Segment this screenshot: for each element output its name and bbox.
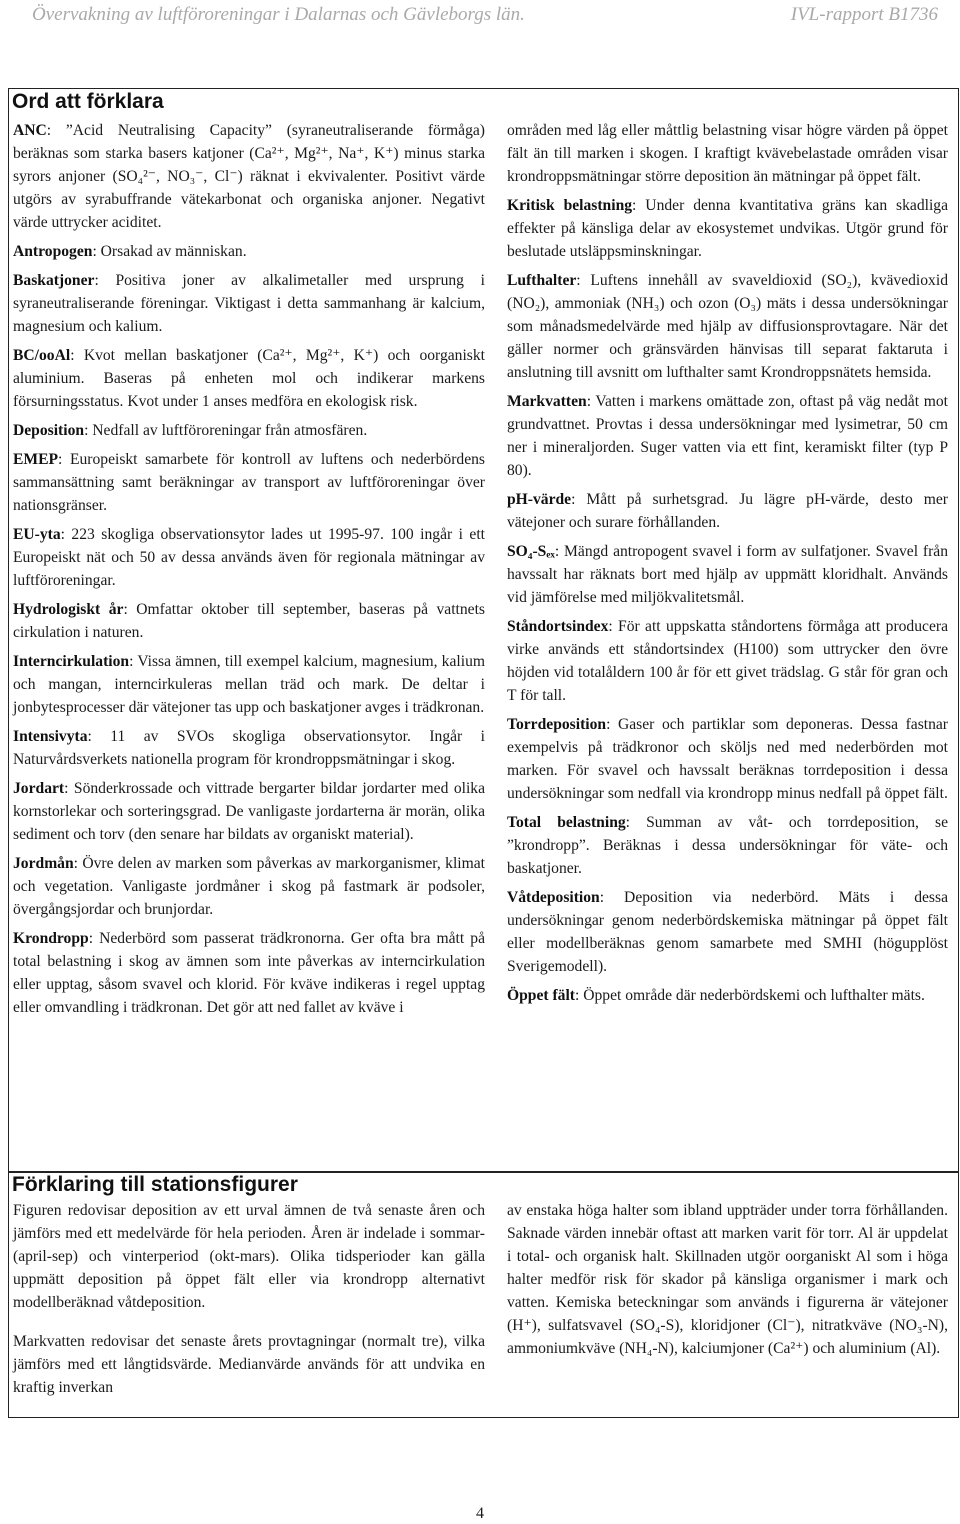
term: Hydrologiskt år	[13, 601, 124, 618]
glossary-right-entry	[507, 886, 948, 978]
term: Kritisk belastning	[507, 197, 633, 214]
definition: : Under denna kvantitativa gräns kan skadliga effekter på känsliga delar av ekosystemet undvikas. Utgör grund för beslutade utsläppsminskningar.	[507, 197, 949, 260]
definition: : Summan av våt- och torrdeposition, se ”krondropp”. Beräknas i dessa undersökningar för väte- och baskatjoner.	[507, 814, 948, 877]
page-number: 4	[476, 1505, 484, 1522]
definition: : Nedfall av luftföroreningar från atmosfären.	[84, 422, 368, 439]
term: Markvatten	[507, 393, 587, 410]
term: Jordart	[13, 780, 65, 797]
definition: : 11 av SVOs skogliga observationsytor. Ingår i Naturvårdsverkets nationella program för krondroppsmätningar i skog.	[13, 728, 485, 768]
glossary-title: Ord att förklara	[12, 90, 164, 113]
definition: : Mått på surhetsgrad. Ju lägre pH-värde, desto mer vätejoner och surare förhållanden.	[507, 491, 948, 531]
term: Baskatjoner	[13, 272, 95, 289]
glossary-left-entry	[13, 119, 485, 234]
term: Lufthalter	[507, 272, 577, 289]
glossary-left-entry	[13, 269, 485, 338]
header-report-id: IVL-rapport B1736	[790, 4, 938, 25]
definition: : Öppet område där nederbördskemi och lufthalter mäts.	[575, 987, 925, 1004]
glossary-right-entry	[507, 269, 948, 384]
glossary-left-entry	[13, 448, 485, 517]
glossary-left-entry	[13, 725, 485, 771]
glossary-right-entry	[507, 811, 948, 880]
definition: : Luftens innehåll av svaveldioxid (SO₂), kvävedioxid (NO₂), ammoniak (NH₃) och ozon (O₃) mäts i dessa undersökningar som månadsmedelvärde med hjälp av diffusionsprovtagare. När det gäller normer och gränsvärden hänvisas till separat faktaruta i anslutning till avsnitt om lufthalter samt Krondroppsnätets hemsida.	[507, 272, 948, 381]
definition: : Orsakad av människan.	[92, 243, 247, 260]
glossary-right-entry	[507, 540, 948, 609]
term: Antropogen	[13, 243, 93, 260]
glossary-left-entry	[13, 927, 485, 1019]
definition: : Positiva joner av alkalimetaller med ursprung i syraneutraliserande föreningar. Viktigast i detta sammanhang är kalcium, magnesium och kalium.	[13, 272, 485, 335]
term: BC/ooAl	[13, 347, 71, 364]
definition: : Mängd antropogent svavel i form av sulfatjoner. Svavel från havssalt har räknats bort med hjälp av uppmätt kloridhalt. Används vid jämförelse med miljökvalitetsmål.	[507, 543, 948, 606]
definition: : Sönderkrossade och vittrade bergarter bildar jordarter med olika kornstorlekar och sorteringsgrad. De vanligaste jordarterna är morän, olika sediment och torv (den senare har bildats av organiskt material).	[13, 780, 485, 843]
definition: : ”Acid Neutralising Capacity” (syraneutraliserande förmåga) beräknas som starka basers katjoner (Ca²⁺, Mg²⁺, Na⁺, K⁺) minus starka syrors anjoner (SO₄²⁻, NO₃⁻, Cl⁻) räknat i ekvivalenter. Positivt värde utgörs av syrabuffrande vätekarbonat och organiska anjoner. Negativt värde uttrycker aciditet.	[13, 122, 485, 231]
definition: : Deposition via nederbörd. Mäts i dessa undersökningar genom nederbördskemiska mätningar på öppet fält eller modellberäknas genom samarbete med SMHI (högupplöst Sverigemodell).	[507, 889, 948, 975]
term: EMEP	[13, 451, 59, 468]
glossary-left-entry	[13, 650, 485, 719]
term: Jordmån	[13, 855, 74, 872]
glossary-left-entry	[13, 240, 485, 263]
definition: : Övre delen av marken som påverkas av markorganismer, klimat och vegetation. Vanligaste jordmåner i skog på fastmark är podsoler, övergångsjordar och brunjordar.	[13, 855, 485, 918]
glossary-left-entry	[13, 419, 485, 442]
glossary-right-entry	[507, 390, 948, 482]
stations-paragraph: Markvatten redovisar det senaste årets provtagningar (normalt tre), vilka jämförs med ett långtidsvärde. Medianvärde används för att undvika en kraftig inverkan	[13, 1333, 485, 1396]
term: Torrdeposition	[507, 716, 607, 733]
glossary-left-entry	[13, 598, 485, 644]
term: Våtdeposition	[507, 889, 600, 906]
stations-right-column	[507, 1199, 948, 1366]
glossary-left-column	[13, 119, 485, 1025]
term: Total belastning	[507, 814, 626, 831]
definition: : Kvot mellan baskatjoner (Ca²⁺, Mg²⁺, K⁺) och oorganiskt aluminium. Baseras på enheten mol och indikerar markens försurningsstatus. Kvot under 1 anses medföra en ekologisk risk.	[13, 347, 485, 410]
glossary-right-entry	[507, 488, 948, 534]
glossary-right-entry	[507, 713, 948, 805]
definition: : 223 skogliga observationsytor lades ut 1995-97. 100 ingår i ett Europeiskt nät och 50 av dessa används även för regionala mätningar av luftföroreningar.	[13, 526, 485, 589]
header-title: Övervakning av luftföroreningar i Dalarnas och Gävleborgs län.	[32, 4, 525, 25]
term: Interncirkulation	[13, 653, 130, 670]
definition: : Vatten i markens omättade zon, oftast på väg nedåt mot grundvattnet. Provtas i dessa undersökningar med lysimetrar, 50 cm ner i mineraljorden. Suger vatten via ett fint, keramiskt filter (typ P 80).	[507, 393, 948, 479]
glossary-left-entry	[13, 523, 485, 592]
term: Krondropp	[13, 930, 89, 947]
term: SO₄-Sₑₓ	[507, 543, 555, 560]
term: pH-värde	[507, 491, 572, 508]
definition: : Gaser och partiklar som deponeras. Dessa fastnar exempelvis på trädkronor och sköljs ned med nederbörden mot marken. För svavel och havssalt beräknas torrdeposition i dessa undersökningar som nedfall via krondropp minus nedfall på öppet fält.	[507, 716, 948, 802]
term: Öppet fält	[507, 987, 576, 1004]
glossary-right-column	[507, 119, 948, 1013]
glossary-right-entry	[507, 984, 948, 1007]
glossary-left-entry	[13, 777, 485, 846]
term: ANC	[13, 122, 47, 139]
term: Ståndortsindex	[507, 618, 609, 635]
term: EU-yta	[13, 526, 61, 543]
definition: : Omfattar oktober till september, baseras på vattnets cirkulation i naturen.	[13, 601, 485, 641]
glossary-right-entry	[507, 194, 948, 263]
definition: : För att uppskatta ståndortens förmåga att producera virke används ett ståndortsindex (H100) som uttrycker den övre höjden vid totalåldern 100 år för ett givet trädslag. G står för gran och T för tall.	[507, 618, 948, 704]
glossary-left-entry	[13, 852, 485, 921]
glossary-right-entry	[507, 615, 948, 707]
stations-title: Förklaring till stationsfigurer	[12, 1173, 298, 1196]
stations-left-column	[13, 1199, 485, 1405]
glossary-right-intro: områden med låg eller måttlig belastning visar högre värden på öppet fält än till marken i skogen. I kraftigt kvävebelastade områden visar krondroppsmätningar större deposition än mätningar på öppet fält.	[507, 122, 948, 185]
page-header	[0, 4, 960, 28]
stations-paragraph: Figuren redovisar deposition av ett urval ämnen de två senaste åren och jämförs med ett medelvärde för hela perioden. Åren är indelade i sommar- (april-sep) och vinterperiod (okt-mars). Olika tidsperioder kan gälla uppmätt deposition på öppet fält eller via krondropp alternativt modellberäknad våtdeposition.	[13, 1202, 485, 1311]
definition: : Europeiskt samarbete för kontroll av luftens och nederbördens sammansättning samt beräkningar av transport av luftföroreningar över nationsgränser.	[13, 451, 485, 514]
stations-paragraph: av enstaka höga halter som ibland uppträder under torra förhållanden. Saknade värden innebär oftast att marken varit för torr. Al är uppdelat i total- och organisk halt. Skillnaden utgör oorganiskt Al som i höga halter medför risk för skador på känsliga organismer i mark och vatten. Kemiska beteckningar som används i figurerna är vätejoner (H⁺), sulfatsvavel (SO₄-S), kloridjoner (Cl⁻), nitratkväve (NO₃-N), ammoniumkväve (NH₄-N), kalciumjoner (Ca²⁺) och aluminium (Al).	[507, 1202, 948, 1357]
glossary-left-entry	[13, 344, 485, 413]
term: Deposition	[13, 422, 85, 439]
term: Intensivyta	[13, 728, 88, 745]
definition: : Nederbörd som passerat trädkronorna. Ger ofta bra mått på total belastning i skog av ämnen som inte påverkas av interncirkulation eller upptag, såsom svavel och klorid. För kväve indikeras i regel upptag eller omvandling i trädkronan. Det gör att ned fallet av kväve i	[13, 930, 485, 1016]
definition: : Vissa ämnen, till exempel kalcium, magnesium, kalium och mangan, interncirkuleras mellan träd och mark. De deltar i jonbytesprocesser där vätejoner tas upp och baskatjoner avges i trädkronan.	[13, 653, 485, 716]
